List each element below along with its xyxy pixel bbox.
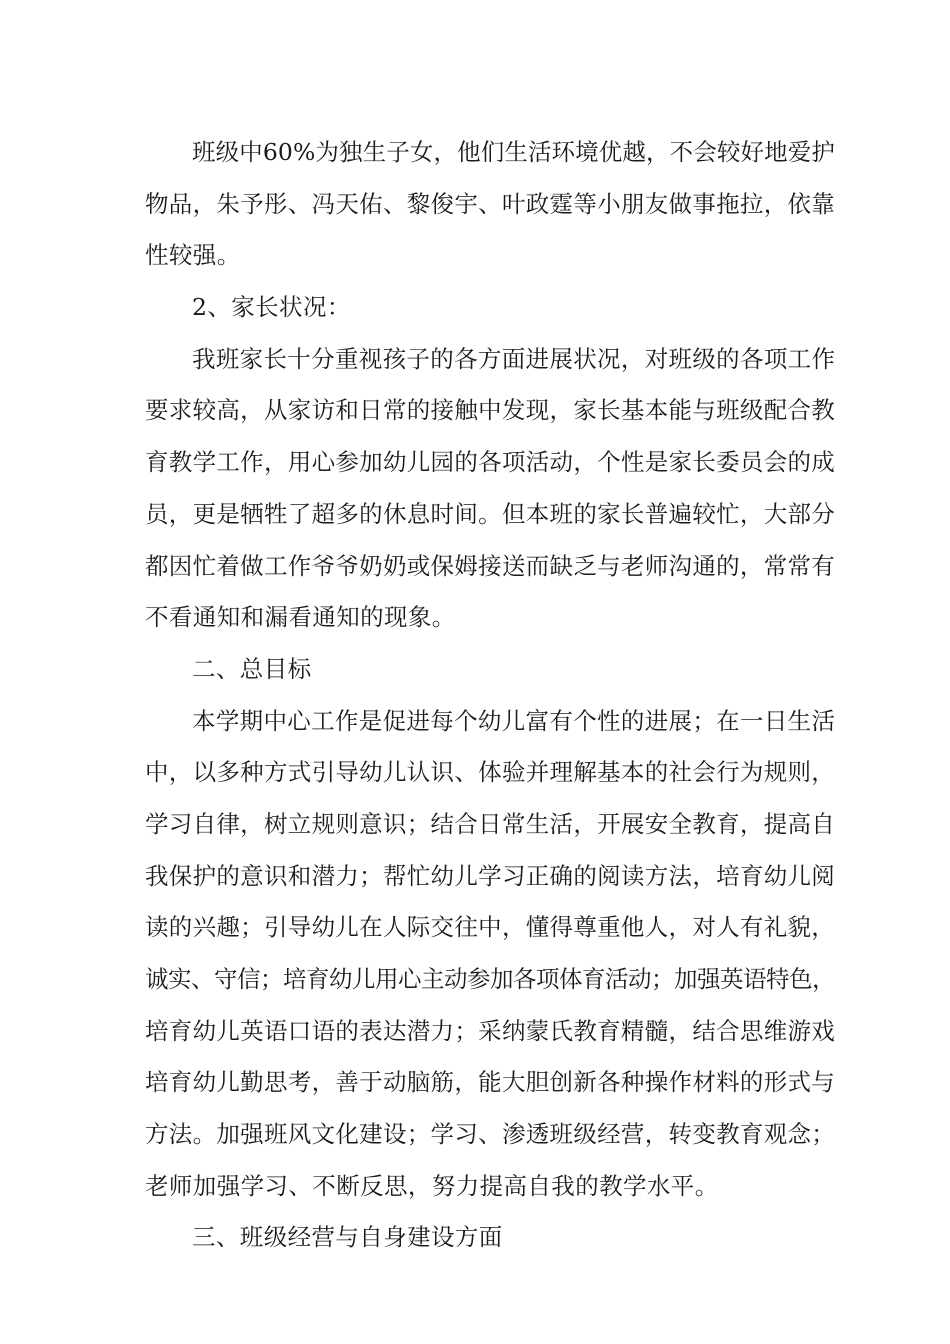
paragraph-line: 要求较高，从家访和日常的接触中发现，家长基本能与班级配合教 [145, 396, 836, 425]
section-heading: 2、家长状况： [192, 293, 351, 322]
paragraph-line: 不看通知和漏看通知的现象。 [145, 603, 456, 632]
paragraph-line: 我保护的意识和潜力；帮忙幼儿学习正确的阅读方法，培育幼儿阅 [145, 861, 836, 890]
paragraph-line: 读的兴趣；引导幼儿在人际交往中，懂得尊重他人，对人有礼貌， [145, 913, 836, 942]
paragraph-line: 中，以多种方式引导幼儿认识、体验并理解基本的社会行为规则， [145, 758, 836, 787]
paragraph-line: 物品，朱予彤、冯天佑、黎俊宇、叶政霆等小朋友做事拖拉，依靠 [145, 189, 836, 218]
section-heading: 三、班级经营与自身建设方面 [192, 1223, 503, 1252]
paragraph-line: 班级中60%为独生子女，他们生活环境优越，不会较好地爱护 [192, 138, 835, 166]
paragraph-line: 员，更是牺牲了超多的休息时间。但本班的家长普遍较忙，大部分 [145, 499, 836, 528]
paragraph-line: 学习自律，树立规则意识；结合日常生活，开展安全教育，提高自 [145, 809, 836, 838]
document-body [145, 127, 835, 1264]
paragraph-line: 培育幼儿英语口语的表达潜力；采纳蒙氏教育精髓，结合思维游戏 [145, 1016, 836, 1045]
paragraph-line: 培育幼儿勤思考，善于动脑筋，能大胆创新各种操作材料的形式与 [145, 1068, 836, 1097]
paragraph-line: 本学期中心工作是促进每个幼儿富有个性的进展；在一日生活 [192, 706, 836, 735]
paragraph-line: 诚实、守信；培育幼儿用心主动参加各项体育活动；加强英语特色， [145, 965, 835, 993]
paragraph-line: 我班家长十分重视孩子的各方面进展状况，对班级的各项工作 [192, 344, 836, 373]
paragraph-line: 性较强。 [145, 241, 241, 270]
section-heading: 二、总目标 [192, 654, 312, 683]
paragraph-line: 方法。加强班风文化建设；学习、渗透班级经营，转变教育观念； [145, 1120, 836, 1149]
paragraph-line: 老师加强学习、不断反思，努力提高自我的教学水平。 [145, 1171, 719, 1200]
paragraph-line: 育教学工作，用心参加幼儿园的各项活动，个性是家长委员会的成 [145, 448, 836, 477]
paragraph-line: 都因忙着做工作爷爷奶奶或保姆接送而缺乏与老师沟通的，常常有 [145, 551, 836, 580]
